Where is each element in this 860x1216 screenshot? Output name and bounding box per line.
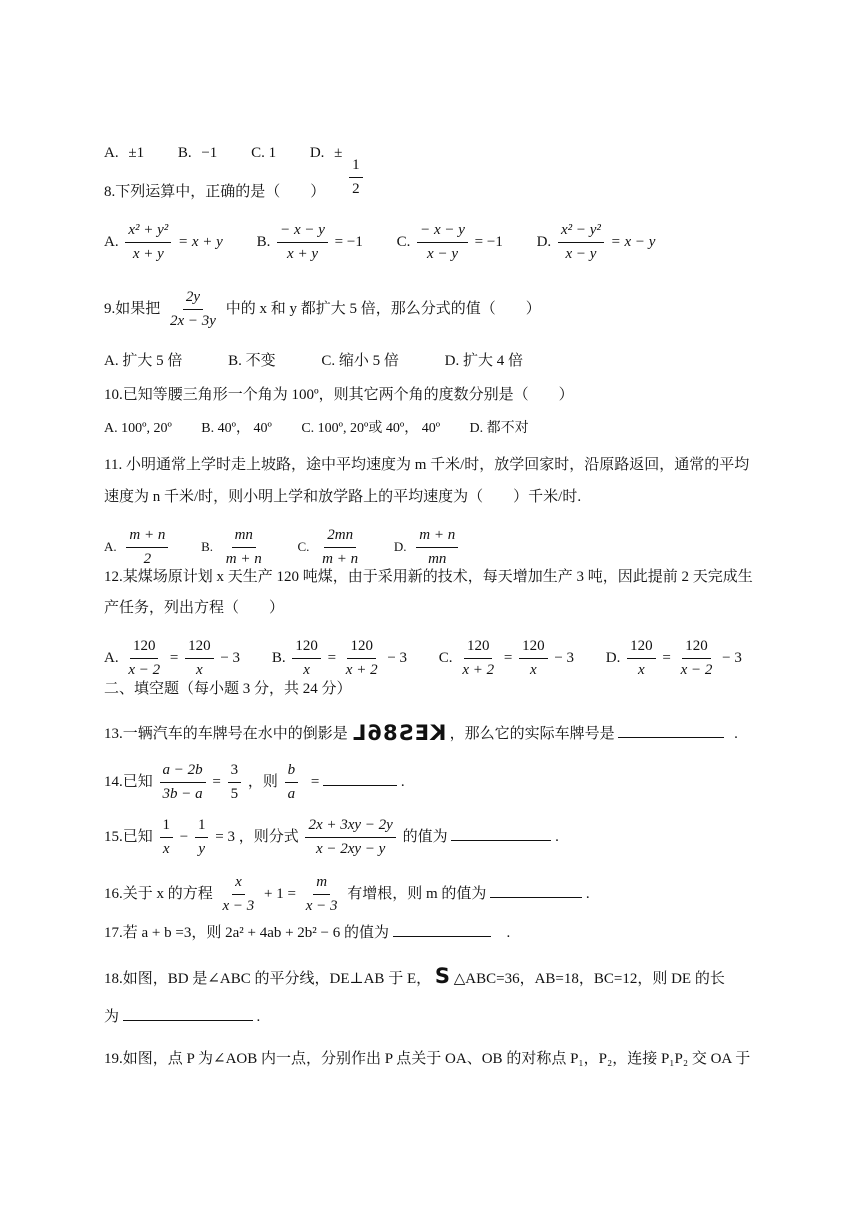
q14-answer-blank[interactable] — [323, 771, 397, 786]
q12-d-eq: = — [662, 649, 671, 666]
q10-stem: 10.已知等腰三角形一个角为 100º，则其它两个角的度数分别是（ ） — [104, 387, 574, 403]
q7-option-a-value: ±1 — [128, 145, 145, 161]
q12-c-left-num: 120 — [464, 638, 493, 659]
q8-option-c-letter: C. — [396, 233, 411, 250]
q10-option-d: D. 都不对 — [469, 421, 529, 436]
q9-options — [104, 351, 523, 371]
q14-right-num: 3 — [228, 762, 242, 783]
q12-option-b-letter: B. — [271, 649, 286, 666]
q12-c-tail: − 3 — [554, 649, 575, 666]
q15-answer-blank[interactable] — [451, 826, 551, 841]
q9-pre: 9.如果把 — [104, 300, 161, 317]
q8-option-d-letter: D. — [536, 233, 552, 250]
q12-d-left-fraction — [627, 638, 656, 679]
q16-left-den: x − 3 — [222, 898, 255, 914]
q12-b-right-den: x + 2 — [345, 662, 378, 678]
q9-option-d: D. 扩大 4 倍 — [444, 353, 523, 369]
q12-c-left-fraction — [459, 638, 497, 679]
q12-c-eq: = — [503, 649, 513, 666]
q8-option-a-letter: A. — [104, 233, 119, 250]
q8-option-b-letter: B. — [256, 233, 271, 250]
q15-f3-den: x − 2xy − y — [315, 841, 386, 857]
q8-c-rhs: = −1 — [474, 233, 503, 250]
q12-a-right-den: x — [196, 662, 203, 678]
q11-option-d-letter: D. — [393, 538, 407, 554]
q13-stem — [104, 723, 738, 744]
q9-num: 2y — [183, 289, 203, 310]
q8-c-den: x − y — [427, 246, 458, 262]
q16-right-num: m — [313, 874, 330, 895]
q11-options — [104, 527, 461, 568]
q12-d-right-fraction — [678, 638, 716, 679]
q14-end: . — [400, 773, 405, 790]
q11-d-den: mn — [428, 551, 447, 567]
q11-option-b-letter: B. — [201, 538, 214, 554]
q15-mid: ，则分式 — [238, 828, 299, 845]
q12-b-right-fraction — [343, 638, 381, 679]
q15-f1-den: x — [162, 841, 170, 857]
q12-a-right-fraction — [185, 638, 214, 679]
q8-a-rhs: = x + y — [178, 233, 223, 250]
q11-d-fraction — [416, 527, 458, 568]
q17-pre: 17.若 a + b =3，则 2a² + 4ab + 2b² − 6 的值为 — [104, 925, 390, 941]
q14-mid: ，则 — [247, 773, 278, 790]
q8-c-num: − x − y — [417, 222, 468, 243]
q10-option-b: B. 40º， 40º — [201, 421, 272, 436]
q8-b-fraction — [277, 222, 328, 263]
q15-post: 的值为 — [402, 828, 448, 845]
q15-f2-den: y — [198, 841, 206, 857]
q12-b-left-den: x — [303, 662, 310, 678]
q13-post: ，那么它的实际车牌号是 — [449, 726, 615, 742]
q14-right-den: 5 — [230, 786, 239, 802]
q8-b-rhs: = −1 — [334, 233, 363, 250]
q11-b-fraction — [223, 527, 265, 568]
q12-d-left-num: 120 — [627, 638, 656, 659]
q12-option-d-letter: D. — [605, 649, 621, 666]
q15-f3-num: 2x + 3xy − 2y — [305, 817, 395, 838]
q8-options — [104, 222, 655, 263]
q14-right-fraction — [228, 762, 242, 803]
q8-d-num: x² − y² — [558, 222, 604, 243]
q16-pre: 16.关于 x 的方程 — [104, 885, 213, 902]
q10-options — [104, 419, 529, 439]
q15-end: . — [555, 828, 559, 845]
q11-a-num: m + n — [126, 527, 168, 548]
q8-d-den: x − y — [565, 246, 597, 262]
q19-line1: 19.如图，点 P 为∠AOB 内一点，分别作出 P 点关于 OA、OB 的对称点 P₁，P₂，连接 P₁P₂ 交 OA 于 — [104, 1051, 751, 1067]
q11-b-den: m + n — [225, 551, 262, 567]
q12-a-left-den: x − 2 — [128, 662, 161, 678]
q17-answer-blank[interactable] — [393, 922, 491, 937]
q9-post: 中的 x 和 y 都扩大 5 倍，那么分式的值（ ） — [225, 300, 541, 317]
q9-den: 2x − 3y — [170, 313, 216, 329]
q7-d-den: 2 — [352, 181, 360, 197]
q12-d-left-den: x — [638, 662, 645, 678]
q11-a-den: 2 — [143, 551, 152, 567]
q11-a-fraction — [126, 527, 168, 568]
q12-line1: 12.某煤场原计划 x 天生产 120 吨煤，由于采用新的技术，每天增加生产 3 吨，因此提前 2 天完成生 — [104, 569, 753, 585]
q12-line2: 产任务，列出方程（ ） — [104, 600, 285, 616]
q18-line1 — [104, 966, 725, 989]
q13-reflected-plate: KES86L — [351, 721, 446, 745]
q7-option-d-fraction — [349, 157, 363, 198]
q9-stem — [104, 289, 541, 330]
q11-option-c-letter: C. — [297, 538, 310, 554]
q7-d-num: 1 — [349, 157, 363, 178]
q7-option-d-letter: D. — [309, 145, 325, 161]
q7-option-c: C. 1 — [251, 145, 277, 161]
q16-right-fraction — [303, 874, 341, 915]
q12-option-a-letter: A. — [104, 649, 119, 666]
q14-pre: 14.已知 — [104, 773, 153, 790]
q12-b-left-fraction — [292, 638, 321, 679]
section-2-heading: 二、填空题（每小题 3 分，共 24 分） — [104, 681, 352, 697]
q12-d-right-den: x − 2 — [680, 662, 713, 678]
q15-f1-fraction — [160, 817, 174, 858]
q18-area-symbol: S — [434, 964, 450, 988]
q13-end: . — [734, 726, 738, 742]
q11-line2: 速度为 n 千米/时，则小明上学和放学路上的平均速度为（ ）千米/时. — [104, 489, 582, 505]
q16-post: 有增根，则 m 的值为 — [347, 885, 487, 902]
q10-option-a: A. 100º, 20º — [104, 421, 172, 436]
q11-option-a-letter: A. — [104, 538, 117, 554]
q15-pre: 15.已知 — [104, 828, 153, 845]
q16-right-den: x − 3 — [305, 898, 338, 914]
q12-a-left-fraction — [125, 638, 163, 679]
q9-option-b: B. 不变 — [228, 353, 276, 369]
q13-answer-blank[interactable] — [618, 723, 724, 738]
q15-f2-fraction — [195, 817, 209, 858]
q18-line1-post: △ABC=36，AB=18，BC=12，则 DE 的长 — [453, 971, 725, 987]
q10-option-c: C. 100º, 20º或 40º， 40º — [301, 421, 441, 436]
q12-a-right-num: 120 — [185, 638, 214, 659]
q9-fraction — [167, 289, 219, 330]
q8-b-num: − x − y — [277, 222, 328, 243]
q7-option-b-letter: B. — [177, 145, 192, 161]
q11-c-num: 2mn — [324, 527, 356, 548]
q8-stem: 8.下列运算中，正确的是（ ） — [104, 184, 326, 200]
q14-left-num: a − 2b — [160, 762, 206, 783]
q8-c-fraction — [417, 222, 468, 263]
q12-c-left-den: x + 2 — [462, 662, 495, 678]
q12-c-right-den: x — [529, 662, 537, 678]
q15-eq: = 3 — [215, 828, 235, 845]
q9-option-c: C. 缩小 5 倍 — [321, 353, 399, 369]
q12-b-eq: = — [327, 649, 337, 666]
q14-target-den: a — [287, 786, 296, 802]
q7-option-a-letter: A. — [104, 145, 119, 161]
q14-target-fraction — [285, 762, 299, 803]
q13-pre: 13.一辆汽车的车牌号在水中的倒影是 — [104, 726, 348, 742]
q11-c-fraction — [319, 527, 361, 568]
q11-b-num: mn — [232, 527, 256, 548]
q8-a-den: x + y — [132, 246, 164, 262]
q11-c-den: m + n — [322, 551, 359, 567]
q16-stem — [104, 874, 590, 915]
q11-line1: 11. 小明通常上学时走上坡路，途中平均速度为 m 千米/时，放学回家时，沿原路返回，通常的平均 — [104, 457, 750, 473]
q12-d-tail: − 3 — [722, 649, 742, 666]
q17-stem — [104, 922, 510, 943]
q18-end: . — [256, 1009, 261, 1025]
q16-answer-blank[interactable] — [490, 883, 582, 898]
q16-left-num: x — [232, 874, 245, 895]
q8-d-fraction — [558, 222, 604, 263]
q12-a-tail: − 3 — [220, 649, 241, 666]
q8-d-rhs: = x − y — [610, 233, 656, 250]
q12-d-right-num: 120 — [682, 638, 711, 659]
q14-after: = — [310, 773, 320, 790]
q8-a-num: x² + y² — [125, 222, 171, 243]
q12-c-right-fraction — [519, 638, 548, 679]
q15-stem — [104, 817, 559, 858]
q16-end: . — [585, 885, 590, 902]
q12-b-tail: − 3 — [387, 649, 408, 666]
q14-left-fraction — [160, 762, 206, 803]
q15-minus: − — [179, 828, 189, 845]
q18-answer-blank[interactable] — [123, 1006, 253, 1021]
q12-b-right-num: 120 — [347, 638, 376, 659]
q12-option-c-letter: C. — [438, 649, 453, 666]
q17-end: . — [506, 925, 511, 941]
q8-b-den: x + y — [287, 246, 318, 262]
q16-left-fraction — [220, 874, 258, 915]
q14-stem — [104, 762, 405, 803]
q16-plus: + 1 = — [264, 885, 296, 902]
q12-options — [104, 638, 742, 679]
q9-option-a: A. 扩大 5 倍 — [104, 353, 183, 369]
q14-left-den: 3b − a — [162, 786, 203, 802]
q8-a-fraction — [125, 222, 171, 263]
q12-b-left-num: 120 — [292, 638, 321, 659]
q11-d-num: m + n — [416, 527, 458, 548]
q15-f2-num: 1 — [195, 817, 209, 838]
q18-line2 — [104, 1006, 260, 1027]
q7-option-d-pm: ± — [334, 145, 343, 161]
q7-option-b-value: −1 — [201, 145, 218, 161]
q12-c-right-num: 120 — [519, 638, 548, 659]
q12-a-eq: = — [169, 649, 179, 666]
q12-a-left-num: 120 — [130, 638, 159, 659]
q14-target-num: b — [285, 762, 299, 783]
q15-f3-fraction — [305, 817, 395, 858]
q18-line2-pre: 为 — [104, 1009, 120, 1025]
q14-eq: = — [212, 773, 221, 790]
q15-f1-num: 1 — [160, 817, 174, 838]
q18-line1-pre: 18.如图，BD 是∠ABC 的平分线，DE⊥AB 于 E， — [104, 971, 432, 987]
